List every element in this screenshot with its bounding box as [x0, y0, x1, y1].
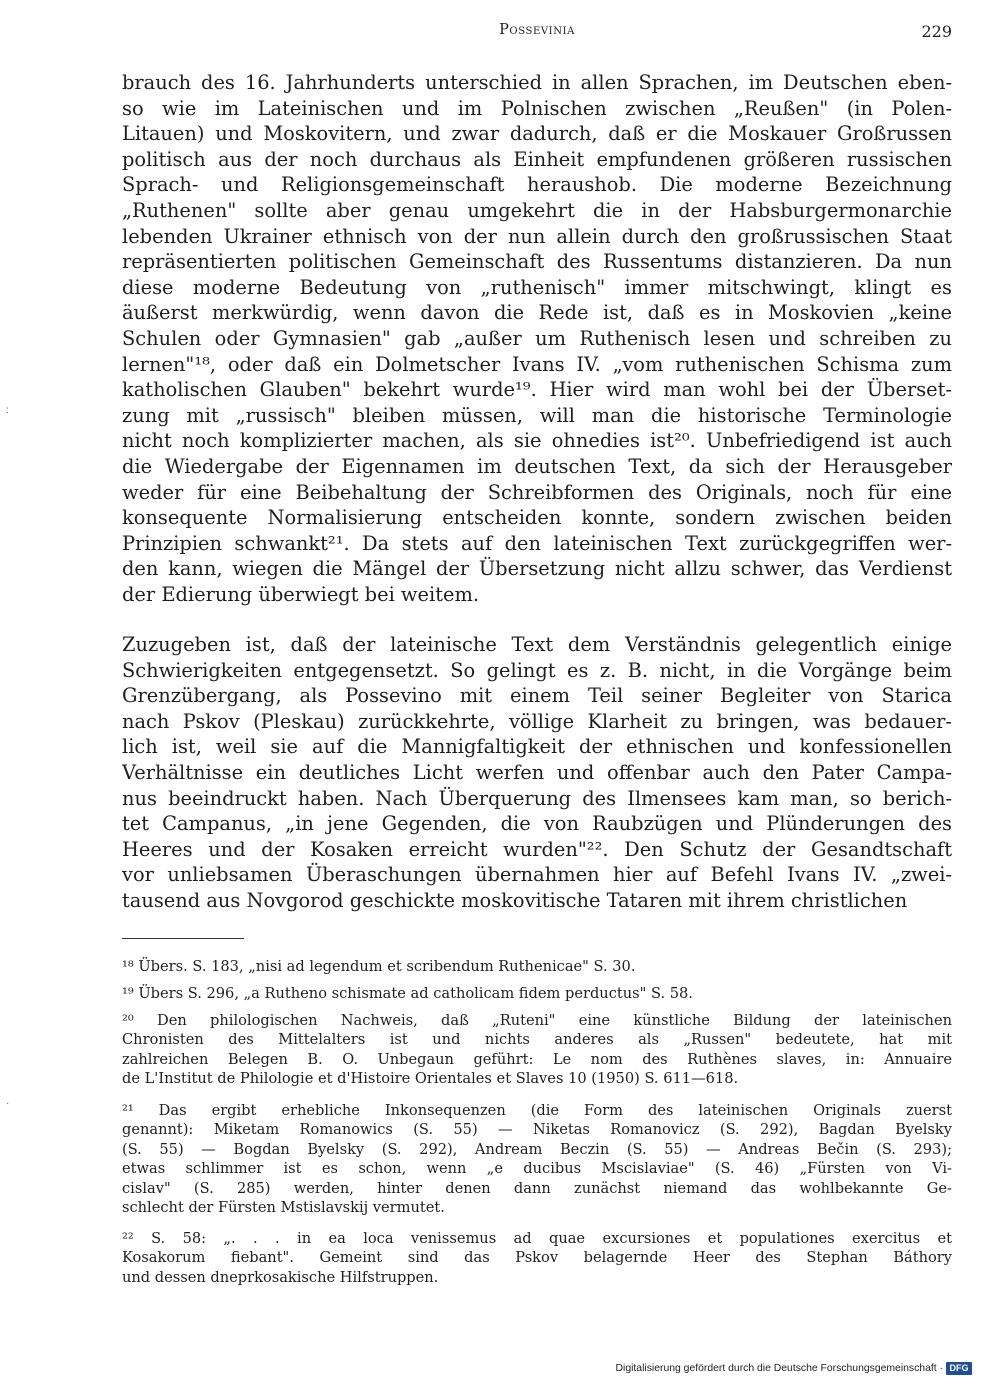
text-line: die Wiedergabe der Eigennamen im deutschen Text, da sich der Herausgeber — [122, 454, 952, 478]
text-line: Schulen oder Gymnasien" gab „außer um Ruthenisch lesen und schreiben zu — [122, 326, 952, 350]
text-line: Verhältnisse ein deutliches Licht werfen und offenbar auch den Pater Campa- — [122, 760, 952, 784]
text-line: Schwierigkeiten entgegensetzt. So gelingt es z. B. nicht, in die Vorgänge beim — [122, 658, 952, 682]
text-line: „Ruthenen" sollte aber genau umgekehrt die in der Habsburgermonarchie — [122, 198, 952, 222]
text-line: ²¹ Das ergibt erhebliche Inkonsequenzen (die Form des lateinischen Originals zuerst — [122, 1102, 952, 1119]
text-line: nus beeindruckt haben. Nach Überquerung des Ilmensees kam man, so berich- — [122, 786, 952, 810]
text-line: Litauen) und Moskovitern, und zwar dadurch, daß er die Moskauer Großrussen — [122, 122, 952, 146]
text-line: nach Pskov (Pleskau) zurückkehrte, völlige Klarheit zu bringen, was bedauer- — [122, 709, 952, 733]
text-line: vor unliebsamen Überaschungen übernahmen hier auf Befehl Ivans IV. „zwei- — [122, 863, 952, 887]
page-number: 229 — [921, 22, 952, 41]
text-line: (S. 55) — Bogdan Byelsky (S. 292), Andream Beczin (S. 55) — Andreas Bečin (S. 293); — [122, 1140, 952, 1158]
text-line: ¹⁸ Übers. S. 183, „nisi ad legendum et scribendum Ruthenicae" S. 30. — [122, 958, 636, 975]
text-line: ²² S. 58: „. . . in ea loca venissemus ad quae excursiones et populationes exercitus et — [122, 1230, 952, 1247]
body-paragraph — [122, 70, 952, 607]
footnote — [122, 1011, 952, 1089]
text-line: lebenden Ukrainer ethnisch von der nun allein durch den großrussischen Staat — [122, 224, 952, 248]
text-line: nicht noch komplizierter machen, als sie ohnedies ist²⁰. Unbefriedigend ist auch — [122, 429, 952, 453]
text-line: Prinzipien schwankt²¹. Da stets auf den lateinischen Text zurückgegriffen wer- — [122, 531, 952, 555]
running-title: Possevinia — [499, 22, 575, 38]
margin-mark: · — [6, 1098, 10, 1109]
text-line: ¹⁹ Übers S. 296, „a Rutheno schismate ad catholicam fidem perductus" S. 58. — [122, 985, 693, 1002]
text-line: genannt): Miketam Romanowics (S. 55) — Niketas Romanovicz (S. 292), Bagdan Byelsky — [122, 1121, 952, 1139]
text-line: Heeres und der Kosaken erreicht wurden"²². Den Schutz der Gesandtschaft — [122, 837, 952, 861]
text-line: cislav" (S. 285) werden, hinter denen dann zunächst niemand das wohlbekannte Ge- — [122, 1179, 952, 1197]
footnote — [122, 957, 952, 976]
margin-mark: : — [6, 405, 9, 416]
text-line: weder für eine Beibehaltung der Schreibformen des Originals, noch für eine — [122, 480, 952, 504]
body-paragraph — [122, 632, 952, 914]
text-line: und dessen dneprkosakische Hilfstruppen. — [122, 1268, 439, 1286]
text-line: schlecht der Fürsten Mstislavskij vermutet. — [122, 1198, 445, 1216]
text-line: zung mit „russisch" bleiben müssen, will man die historische Terminologie — [122, 403, 952, 427]
digitization-credit — [616, 1360, 972, 1376]
text-line: Zuzugeben ist, daß der lateinische Text dem Verständnis gelegentlich einige — [122, 633, 952, 656]
credit-text: Digitalisierung gefördert durch die Deutsche Forschungsgemeinschaft · — [615, 1362, 943, 1374]
text-line: lernen"¹⁸, oder daß ein Dolmetscher Ivans IV. „vom ruthenischen Schisma zum — [122, 352, 952, 376]
footnote — [122, 1101, 952, 1217]
text-line: Chronisten des Mittelalters ist und nichts anderes als „Russen" bedeutete, hat mit — [122, 1031, 952, 1049]
text-line: Grenzübergang, als Possevino mit einem Teil seiner Begleiter von Starica — [122, 684, 952, 708]
text-line: katholischen Glauben" bekehrt wurde¹⁹. Hier wird man wohl bei der Überset- — [122, 378, 952, 402]
text-line: politisch aus der noch durchaus als Einheit empfundenen größeren russischen — [122, 147, 952, 171]
text-line: diese moderne Bedeutung von „ruthenisch" immer mitschwingt, klingt es — [122, 275, 952, 299]
text-line: so wie im Lateinischen und im Polnischen zwischen „Reußen" (in Polen- — [122, 96, 952, 120]
text-line: Kosakorum fiebant". Gemeint sind das Pskov belagernde Heer des Stephan Báthory — [122, 1249, 952, 1267]
text-line: tet Campanus, „in jene Gegenden, die von Raubzügen und Plünderungen des — [122, 812, 952, 836]
text-line: de L'Institut de Philologie et d'Histoire Orientales et Slaves 10 (1950) S. 611—618. — [122, 1070, 739, 1088]
text-line: den kann, wiegen die Mängel der Übersetzung nicht allzu schwer, das Verdienst — [122, 557, 952, 581]
text-line: konsequente Normalisierung entscheiden konnte, sondern zwischen beiden — [122, 506, 952, 530]
text-line: lich ist, weil sie auf die Mannigfaltigkeit der ethnischen und konfessionellen — [122, 735, 952, 759]
dfg-logo: DFG — [946, 1362, 972, 1375]
footnote-separator — [122, 938, 244, 939]
footnote — [122, 1229, 952, 1287]
running-header — [122, 22, 952, 46]
text-line: der Edierung überwiegt bei weitem. — [122, 582, 480, 606]
text-line: Sprach- und Religionsgemeinschaft heraushob. Die moderne Bezeichnung — [122, 173, 952, 197]
text-line: zahlreichen Belegen B. O. Unbegaun geführt: Le nom des Ruthènes slaves, in: Annuaire — [122, 1050, 952, 1068]
text-line: brauch des 16. Jahrhunderts unterschied in allen Sprachen, im Deutschen eben- — [122, 71, 952, 94]
text-line: ²⁰ Den philologischen Nachweis, daß „Ruteni" eine künstliche Bildung der lateinischen — [122, 1012, 952, 1029]
text-line: äußerst merkwürdig, wenn davon die Rede ist, daß es in Moskovien „keine — [122, 301, 952, 325]
footnote — [122, 984, 952, 1003]
text-line: tausend aus Novgorod geschickte moskovitische Tataren mit ihrem christlichen — [122, 888, 908, 912]
text-line: repräsentierten politischen Gemeinschaft des Russentums distanzieren. Da nun — [122, 250, 952, 274]
text-line: etwas schlimmer ist es schon, wenn „e ducibus Mscislaviae" (S. 46) „Fürsten von Vi- — [122, 1160, 952, 1178]
